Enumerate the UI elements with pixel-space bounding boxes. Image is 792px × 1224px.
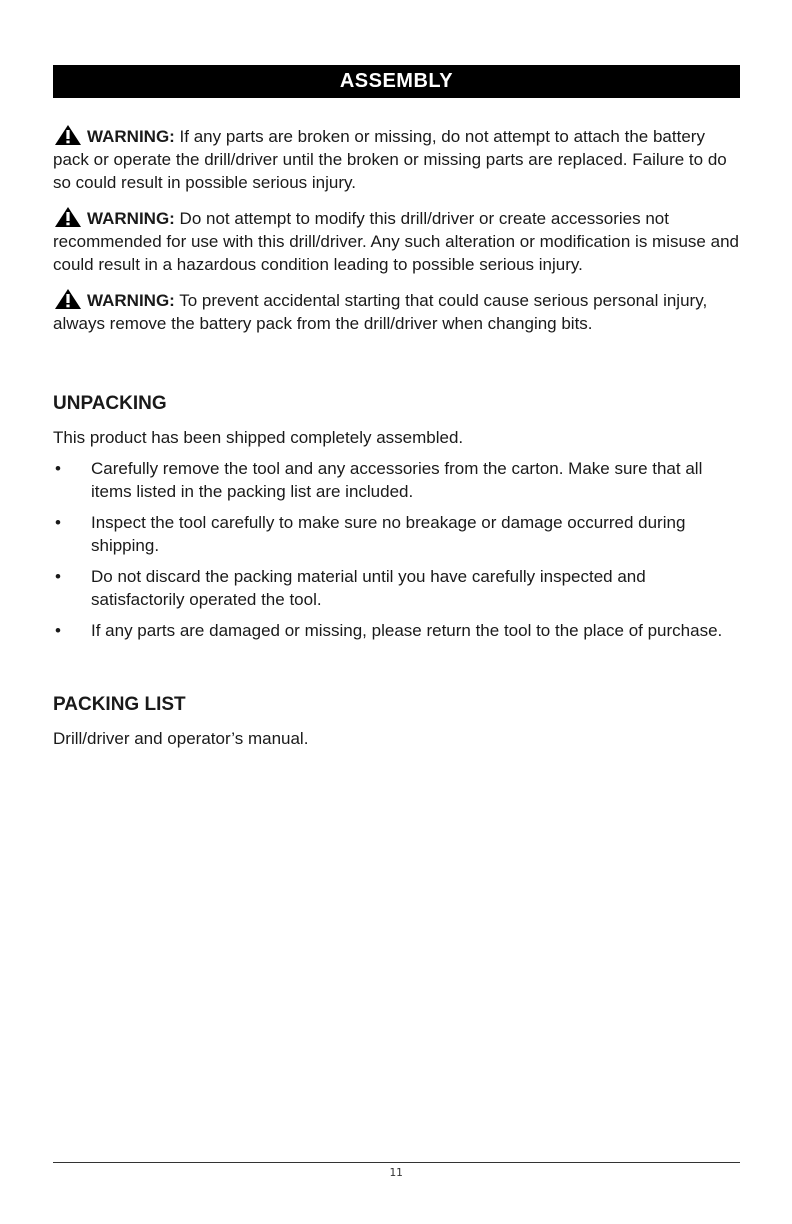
list-item xyxy=(53,511,743,557)
unpacking-section xyxy=(53,392,743,650)
packing-list-heading: PACKING LIST xyxy=(53,694,186,715)
unpacking-list xyxy=(53,457,743,642)
warning-label: WARNING: xyxy=(87,127,175,146)
bullet-icon: • xyxy=(55,567,61,586)
warning-label: WARNING: xyxy=(87,291,175,310)
footer-divider xyxy=(53,1162,740,1163)
warning-2 xyxy=(53,207,743,276)
list-item xyxy=(53,565,743,611)
warnings-block xyxy=(53,125,743,348)
warning-triangle-icon xyxy=(53,289,87,309)
list-item xyxy=(53,457,743,503)
section-title-banner: ASSEMBLY xyxy=(53,65,740,98)
warning-triangle-icon xyxy=(53,207,87,227)
list-item-text: If any parts are damaged or missing, please return the tool to the place of purchase. xyxy=(91,621,723,640)
list-item-text: Carefully remove the tool and any accessories from the carton. Make sure that all items listed in the packing list are included. xyxy=(91,459,703,501)
unpacking-heading: UNPACKING xyxy=(53,393,167,414)
warning-text: To prevent accidental starting that could cause serious personal injury, always remove the battery pack from the drill/driver when changing bits. xyxy=(53,291,708,333)
list-item xyxy=(53,619,743,642)
page-number: 11 xyxy=(389,1166,403,1179)
unpacking-intro: This product has been shipped completely assembled. xyxy=(53,428,464,447)
bullet-icon: • xyxy=(55,513,61,532)
warning-text: If any parts are broken or missing, do not attempt to attach the battery pack or operate the drill/driver until the broken or missing parts are replaced. Failure to do so could result in possible serious injury. xyxy=(53,127,727,192)
packing-list-text: Drill/driver and operator’s manual. xyxy=(53,729,309,748)
list-item-text: Do not discard the packing material until you have carefully inspected and satisfactorily operated the tool. xyxy=(91,567,646,609)
warning-triangle-icon xyxy=(53,125,87,145)
packing-list-section xyxy=(53,693,743,750)
warning-1 xyxy=(53,125,743,194)
warning-label: WARNING: xyxy=(87,209,175,228)
bullet-icon: • xyxy=(55,459,61,478)
list-item-text: Inspect the tool carefully to make sure no breakage or damage occurred during shipping. xyxy=(91,513,686,555)
warning-text: Do not attempt to modify this drill/driver or create accessories not recommended for use with this drill/driver. Any such alteration or modification is misuse and could result in a hazardous condition leading to possible serious injury. xyxy=(53,209,739,274)
warning-3 xyxy=(53,289,743,335)
bullet-icon: • xyxy=(55,621,61,640)
